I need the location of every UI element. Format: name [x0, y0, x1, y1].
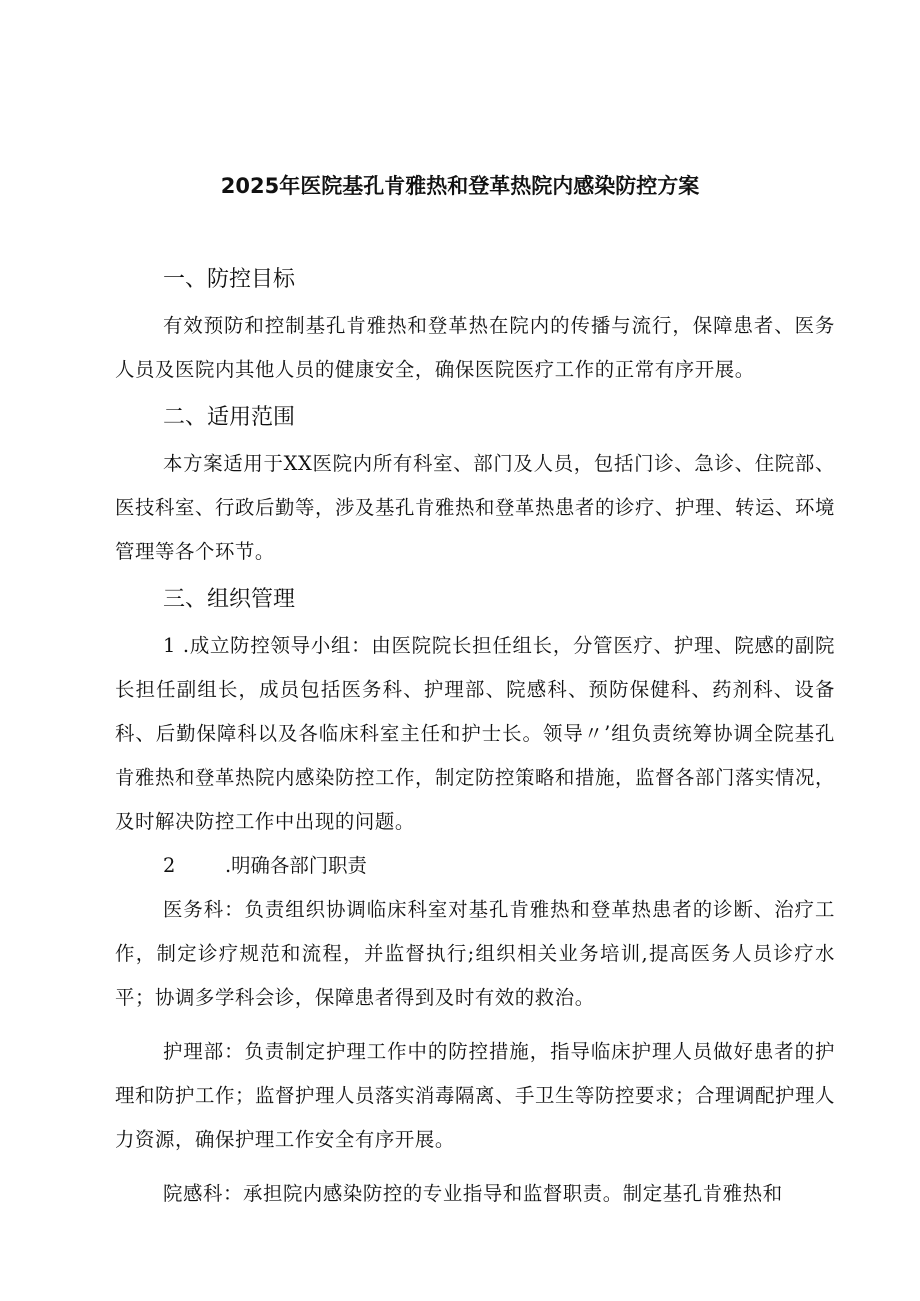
document-body [115, 260, 835, 1216]
item-number: 2 [163, 854, 176, 877]
numbered-item-responsibilities [115, 844, 835, 888]
section-heading-scope: 二、适用范围 [163, 405, 296, 430]
item-text: .明确各部门职责 [225, 854, 367, 877]
paragraph-medical-affairs: 医务科：负责组织协调临床科室对基孔肯雅热和登革热患者的诊断、治疗工作，制定诊疗规范和流程，并监督执行;组织相关业务培训,提高医务人员诊疗水平；协调多学科会诊，保障患者得到及时有效的救治。 [115, 898, 835, 1009]
paragraph-leadership-group: 1 .成立防控领导小组：由医院院长担任组长，分管医疗、护理、院感的副院长担任副组长，成员包括医务科、护理部、院感科、预防保健科、药剂科、设备科、后勤保障科以及各临床科室主任和护士长。领导〃’组负责统筹协调全院基孔肯雅热和登革热院内感染防控工作，制定防控策略和措施，监督各部门落实情况，及时解决防控工作中出现的问题。 [115, 634, 835, 833]
section-heading-goals: 一、防控目标 [163, 267, 296, 292]
paragraph-goals: 有效预防和控制基孔肯雅热和登革热在院内的传播与流行，保障患者、医务人员及医院内其他人员的健康安全，确保医院医疗工作的正常有序开展。 [115, 314, 835, 381]
paragraph-infection-control: 院感科：承担院内感染防控的专业指导和监督职责。制定基孔肯雅热和 [163, 1182, 783, 1205]
paragraph-scope: 本方案适用于XX医院内所有科室、部门及人员，包括门诊、急诊、住院部、医技科室、行政后勤等，涉及基孔肯雅热和登革热患者的诊疗、护理、转运、环境管理等各个环节。 [115, 452, 835, 563]
section-heading-organization: 三、组织管理 [163, 587, 296, 612]
paragraph-nursing-department: 护理部：负责制定护理工作中的防控措施，指导临床护理人员做好患者的护理和防护工作；监督护理人员落实消毒隔离、手卫生等防控要求；合理调配护理人力资源，确保护理工作安全有序开展。 [115, 1040, 835, 1151]
page-title: 2025年医院基孔肯雅热和登革热院内感染防控方案 [220, 174, 700, 198]
